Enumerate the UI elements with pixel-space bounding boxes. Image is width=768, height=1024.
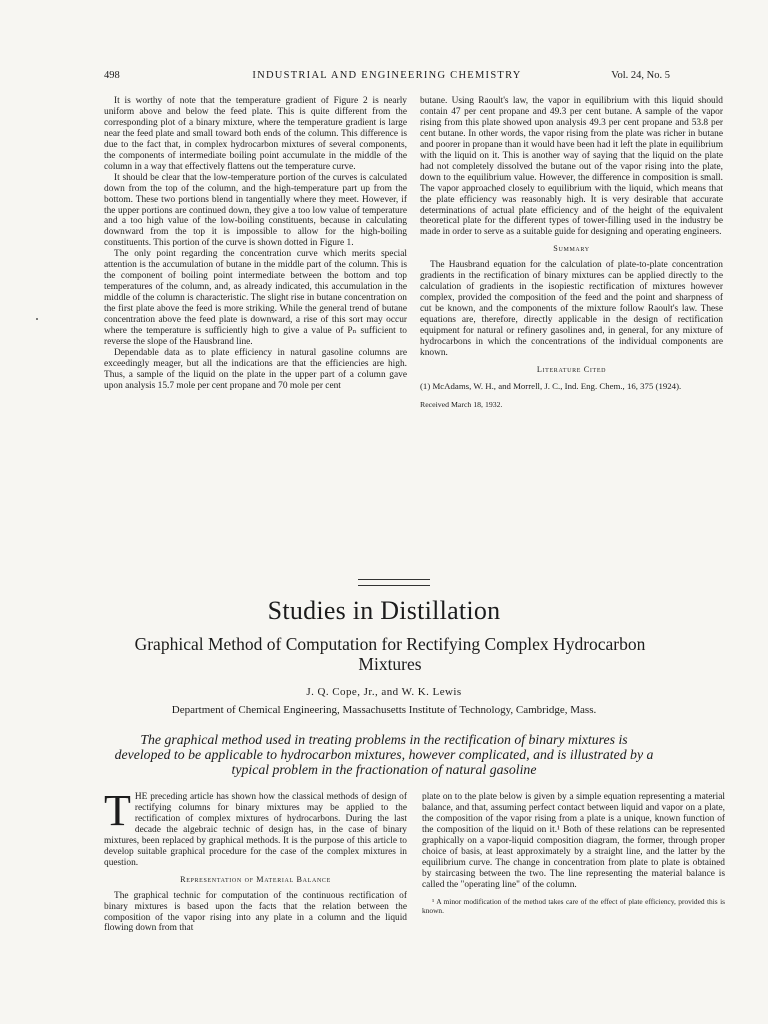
literature-heading: Literature Cited [536, 364, 607, 374]
volume-issue: Vol. 24, No. 5 [611, 70, 670, 81]
running-header [104, 70, 670, 86]
summary-paragraph: The Hausbrand equation for the calculation of plate-to-plate concentration gradients in the rectification of binary mixtures can be applied directly to the calculation of gradients in the isopiestic rectification of mixtures however complex, provided the composition of the feed and the point and sharpness of cut be known, and the components of the mixture follow Raoult's law. These equations are, therefore, directly applicable in the design of rectification equipment for natural or refinery gasolines and, in general, for any mixture of hydrocarbons in which the concentrations of the individual components are known. [420, 260, 723, 358]
article-authors: J. Q. Cope, Jr., and W. K. Lewis [306, 686, 462, 698]
article-title: Studies in Distillation [267, 596, 501, 625]
prev-article-left-column [104, 96, 407, 392]
reference-item: (1) McAdams, W. H., and Morrell, J. C., Ind. Eng. Chem., 16, 375 (1924). [420, 380, 682, 391]
section-heading: Representation of Material Balance [180, 874, 331, 884]
paragraph: The only point regarding the concentration curve which merits special attention is the accumulation of butane in the middle part of the column. This is the component of boiling point intermediate between the bottom and top temperatures of the column, and, as already indicated, this accumulation in the middle of the column is characteristic. The slight rise in butane concentration on the first plate above the feed is more striking. While the general trend of butane concentration above the feed plate is downward, a rise of this sort may occur where the temperature is sufficiently high to give a value of Pₙ sufficient to reverse the slope of the Hausbrand line. [104, 249, 407, 347]
paragraph: It should be clear that the low-temperature portion of the curves is calculated down from the top of the column, and the high-temperature part up from the bottom. These two portions blend in tangentially where they meet. However, if the upper portions are continued down, they give a too low value of temperature and a too high value of the low-boiling constituents, because in calculating downward from the top it is impossible to allow for the high-boiling constituents. This portion of the curve is shown dotted in Figure 1. [104, 172, 407, 249]
section-divider [358, 579, 430, 586]
page-number: 498 [104, 70, 120, 81]
article-subtitle: Graphical Method of Computation for Rectifying Complex Hydrocarbon Mixtures [134, 634, 646, 674]
footnote: ¹ A minor modification of the method takes care of the effect of plate efficiency, provided this is known. [422, 896, 725, 915]
article-right-column [422, 792, 725, 915]
scan-speck [36, 318, 38, 320]
summary-heading: Summary [553, 244, 590, 254]
received-date: Received March 18, 1932. [420, 399, 503, 409]
paragraph: butane. Using Raoult's law, the vapor in equilibrium with this liquid should contain 47 per cent propane and 49.3 per cent butane. A sample of the vapor rising from this plate showed upon analysis 49.3 per cent propane and 53.8 per cent butane. In other words, the vapor rising from the plate was richer in butane and poorer in propane than it would have been had it left the plate in equilibrium with the liquid on it. This is another way of saying that the liquid on the plate had not completely dissolved the butane out of the vapor rising into the plate, down to the equilibrium value. However, the difference in composition is small. The vapor approached closely to equilibrium with the liquid, which means that the plate efficiency was reasonably high. It is very desirable that accurate determinations of actual plate efficiency and of the height of the equivalent theoretical plate for the different types of tower-filling used in the industry be made in order to serve as a suitable guide for designing and operating engineers. [420, 96, 723, 238]
drop-cap: T [104, 786, 131, 835]
reference-list [420, 381, 723, 392]
intro-text: HE preceding article has shown how the classical methods of design of rectifying columns for binary mixtures may be applied to the rectification of complex mixtures of hydrocarbons. During the last decade the algebraic technic of design has, in the case of binary mixtures, been replaced by graphical methods. It is the purpose of this article to develop suitable graphical procedure for the case of the complex mixtures in question. [104, 792, 407, 868]
paragraph: The graphical technic for computation of the continuous rectification of binary mixtures is based upon the facts that the relation between the composition of the vapor rising into any plate in a column and the liquid flowing down from that [104, 890, 407, 934]
intro-paragraph [104, 786, 407, 869]
article-abstract: The graphical method used in treating problems in the rectification of binary mixtures is developed to be applicable to hydrocarbon mixtures, however complicated, and is illustrated by a typical problem in the fractionation of natural gasoline [114, 732, 654, 777]
paragraph: It is worthy of note that the temperature gradient of Figure 2 is nearly uniform above and below the feed plate. This is quite different from the corresponding plot of a binary mixture, where the temperature gradient is large near the feed plate and small toward both ends of the column. This difference is due to the fact that, in complex hydrocarbon mixtures of several components, the components of intermediate boiling point accumulate in the middle of the column in a way that effectively flattens out the temperature curve. [104, 96, 407, 172]
journal-title: INDUSTRIAL AND ENGINEERING CHEMISTRY [252, 70, 522, 81]
paragraph: Dependable data as to plate efficiency in natural gasoline columns are exceedingly meager, but all the indications are that the efficiencies are high. Thus, a sample of the liquid on the plate in the upper part of a column gave upon analysis 15.7 mole per cent propane and 70 mole per cent [104, 347, 407, 391]
author-affiliation: Department of Chemical Engineering, Massachusetts Institute of Technology, Cambridge, Mass. [171, 704, 597, 716]
prev-article-right-column [420, 96, 723, 411]
paragraph: plate on to the plate below is given by a simple equation representing a material balance, and that, assuming perfect contact between liquid and vapor on a plate, the composition of the vapor rising from a plate is a unique, known function of the composition of the liquid on it.¹ Both of these relations can be represented graphically on a vapor-liquid composition diagram, the former, through proper choice of basis, at least approximately by a straight line, and the latter by the equilibrium curve. The change in concentration from plate to plate is obtained by staircasing between the two. The line representing the material balance is called the "operating line" of the column. [422, 792, 725, 890]
article-left-column [104, 786, 407, 934]
